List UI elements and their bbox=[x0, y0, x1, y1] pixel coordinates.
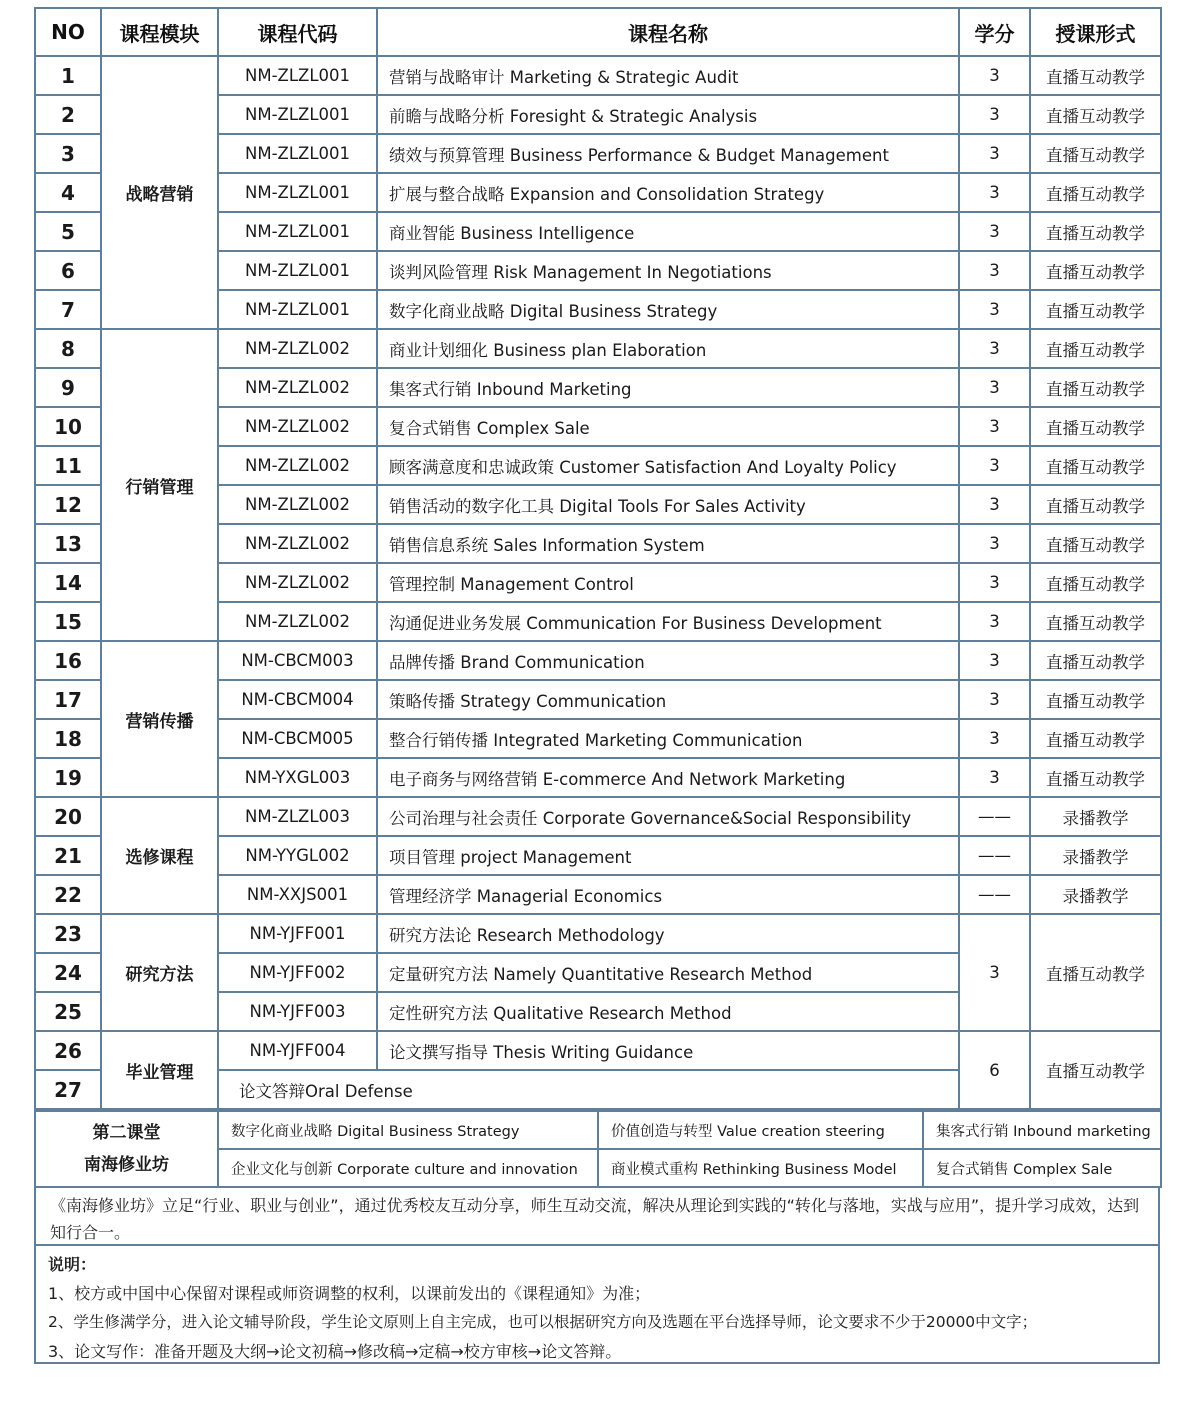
course-mode: 直播互动教学 bbox=[1030, 680, 1161, 719]
course-name: 扩展与整合战略 Expansion and Consolidation Strategy bbox=[377, 173, 959, 212]
table-header-row bbox=[35, 8, 1161, 56]
course-code: NM-YJFF003 bbox=[218, 992, 377, 1031]
second-title-line1: 第二课堂 bbox=[92, 1123, 161, 1143]
row-number: 12 bbox=[35, 485, 101, 524]
table-row bbox=[35, 641, 1161, 680]
module-cell: 营销传播 bbox=[101, 641, 218, 797]
notes-title: 说明： bbox=[48, 1255, 97, 1274]
row-number: 3 bbox=[35, 134, 101, 173]
course-name: 项目管理 project Management bbox=[377, 836, 959, 875]
course-name: 论文答辩Oral Defense bbox=[218, 1070, 959, 1109]
course-mode: 录播教学 bbox=[1030, 797, 1161, 836]
course-mode: 直播互动教学 bbox=[1030, 95, 1161, 134]
second-item: 数字化商业战略 Digital Business Strategy bbox=[218, 1111, 598, 1149]
course-name: 定性研究方法 Qualitative Research Method bbox=[377, 992, 959, 1031]
course-name: 顾客满意度和忠诚政策 Customer Satisfaction And Loyalty Policy bbox=[377, 446, 959, 485]
row-number: 23 bbox=[35, 914, 101, 953]
row-number: 13 bbox=[35, 524, 101, 563]
course-name: 商业智能 Business Intelligence bbox=[377, 212, 959, 251]
row-number: 19 bbox=[35, 758, 101, 797]
course-credit: 3 bbox=[959, 95, 1030, 134]
course-credit: 3 bbox=[959, 719, 1030, 758]
course-code: NM-CBCM005 bbox=[218, 719, 377, 758]
course-code: NM-YJFF002 bbox=[218, 953, 377, 992]
row-number: 8 bbox=[35, 329, 101, 368]
course-name: 集客式行销 Inbound Marketing bbox=[377, 368, 959, 407]
course-name: 管理经济学 Managerial Economics bbox=[377, 875, 959, 914]
header-module: 课程模块 bbox=[101, 8, 218, 56]
course-name: 定量研究方法 Namely Quantitative Research Method bbox=[377, 953, 959, 992]
second-row bbox=[35, 1111, 1161, 1149]
row-number: 24 bbox=[35, 953, 101, 992]
course-credit: 3 bbox=[959, 563, 1030, 602]
row-number: 21 bbox=[35, 836, 101, 875]
intro-paragraph: 《南海修业坊》立足“行业、职业与创业”，通过优秀校友互动分享，师生互动交流，解决从理论到实践的“转化与落地，实战与应用”，提升学习成效，达到知行合一。 bbox=[34, 1188, 1160, 1246]
second-classroom-title bbox=[35, 1111, 218, 1187]
course-credit: 3 bbox=[959, 524, 1030, 563]
course-mode: 直播互动教学 bbox=[1030, 368, 1161, 407]
module-cell: 战略营销 bbox=[101, 56, 218, 329]
grad-mode: 直播互动教学 bbox=[1030, 1031, 1161, 1109]
header-mode: 授课形式 bbox=[1030, 8, 1161, 56]
row-number: 7 bbox=[35, 290, 101, 329]
course-name: 前瞻与战略分析 Foresight & Strategic Analysis bbox=[377, 95, 959, 134]
note-item: 1、校方或中国中心保留对课程或师资调整的权利，以课前发出的《课程通知》为准； bbox=[48, 1284, 651, 1303]
course-code: NM-ZLZL002 bbox=[218, 524, 377, 563]
course-credit: 3 bbox=[959, 290, 1030, 329]
course-credit: 3 bbox=[959, 251, 1030, 290]
course-credit: 3 bbox=[959, 173, 1030, 212]
table-row bbox=[35, 1031, 1161, 1070]
second-item: 商业模式重构 Rethinking Business Model bbox=[598, 1149, 923, 1187]
course-mode: 直播互动教学 bbox=[1030, 641, 1161, 680]
course-table bbox=[34, 7, 1162, 1110]
course-code: NM-YJFF004 bbox=[218, 1031, 377, 1070]
course-code: NM-ZLZL001 bbox=[218, 56, 377, 95]
course-code: NM-ZLZL002 bbox=[218, 485, 377, 524]
row-number: 20 bbox=[35, 797, 101, 836]
course-mode: 直播互动教学 bbox=[1030, 485, 1161, 524]
row-number: 18 bbox=[35, 719, 101, 758]
course-code: NM-ZLZL002 bbox=[218, 563, 377, 602]
course-credit: 3 bbox=[959, 56, 1030, 95]
course-code: NM-ZLZL001 bbox=[218, 173, 377, 212]
course-code: NM-ZLZL003 bbox=[218, 797, 377, 836]
course-code: NM-ZLZL001 bbox=[218, 134, 377, 173]
row-number: 10 bbox=[35, 407, 101, 446]
course-code: NM-CBCM003 bbox=[218, 641, 377, 680]
course-name: 管理控制 Management Control bbox=[377, 563, 959, 602]
second-item: 集客式行销 Inbound marketing bbox=[923, 1111, 1161, 1149]
header-no: NO bbox=[35, 8, 101, 56]
course-name: 研究方法论 Research Methodology bbox=[377, 914, 959, 953]
row-number: 6 bbox=[35, 251, 101, 290]
row-number: 9 bbox=[35, 368, 101, 407]
course-mode: 直播互动教学 bbox=[1030, 524, 1161, 563]
course-code: NM-YJFF001 bbox=[218, 914, 377, 953]
second-title-line2: 南海修业坊 bbox=[84, 1155, 169, 1175]
header-name: 课程名称 bbox=[377, 8, 959, 56]
course-code: NM-ZLZL002 bbox=[218, 368, 377, 407]
course-mode: 直播互动教学 bbox=[1030, 563, 1161, 602]
course-credit: 3 bbox=[959, 407, 1030, 446]
row-number: 5 bbox=[35, 212, 101, 251]
table-row bbox=[35, 797, 1161, 836]
second-item: 复合式销售 Complex Sale bbox=[923, 1149, 1161, 1187]
course-name: 论文撰写指导 Thesis Writing Guidance bbox=[377, 1031, 959, 1070]
course-credit: 3 bbox=[959, 446, 1030, 485]
course-credit: 3 bbox=[959, 329, 1030, 368]
notes-section bbox=[34, 1246, 1160, 1364]
course-credit: —— bbox=[959, 875, 1030, 914]
course-mode: 直播互动教学 bbox=[1030, 719, 1161, 758]
table-row bbox=[35, 56, 1161, 95]
note-item: 3、论文写作：准备开题及大纲→论文初稿→修改稿→定稿→校方审核→论文答辩。 bbox=[48, 1342, 622, 1361]
course-code: NM-ZLZL002 bbox=[218, 329, 377, 368]
course-mode: 直播互动教学 bbox=[1030, 758, 1161, 797]
course-mode: 直播互动教学 bbox=[1030, 290, 1161, 329]
row-number: 26 bbox=[35, 1031, 101, 1070]
course-mode: 直播互动教学 bbox=[1030, 251, 1161, 290]
course-credit: 3 bbox=[959, 602, 1030, 641]
row-number: 22 bbox=[35, 875, 101, 914]
row-number: 4 bbox=[35, 173, 101, 212]
course-credit: 3 bbox=[959, 368, 1030, 407]
course-mode: 直播互动教学 bbox=[1030, 407, 1161, 446]
course-credit: 3 bbox=[959, 641, 1030, 680]
course-code: NM-ZLZL002 bbox=[218, 446, 377, 485]
course-name: 绩效与预算管理 Business Performance & Budget Management bbox=[377, 134, 959, 173]
module-cell: 毕业管理 bbox=[101, 1031, 218, 1109]
course-name: 品牌传播 Brand Communication bbox=[377, 641, 959, 680]
header-code: 课程代码 bbox=[218, 8, 377, 56]
course-name: 策略传播 Strategy Communication bbox=[377, 680, 959, 719]
course-credit: 3 bbox=[959, 680, 1030, 719]
research-mode: 直播互动教学 bbox=[1030, 914, 1161, 1031]
course-code: NM-ZLZL001 bbox=[218, 212, 377, 251]
note-item: 2、学生修满学分，进入论文辅导阶段，学生论文原则上自主完成，也可以根据研究方向及选题在平台选择导师，论文要求不少于20000中文字； bbox=[48, 1313, 1038, 1331]
row-number: 17 bbox=[35, 680, 101, 719]
course-code: NM-YYGL002 bbox=[218, 836, 377, 875]
second-item: 企业文化与创新 Corporate culture and innovation bbox=[218, 1149, 598, 1187]
course-name: 数字化商业战略 Digital Business Strategy bbox=[377, 290, 959, 329]
course-mode: 录播教学 bbox=[1030, 836, 1161, 875]
course-name: 电子商务与网络营销 E-commerce And Network Marketing bbox=[377, 758, 959, 797]
header-credit: 学分 bbox=[959, 8, 1030, 56]
course-name: 商业计划细化 Business plan Elaboration bbox=[377, 329, 959, 368]
course-mode: 直播互动教学 bbox=[1030, 602, 1161, 641]
row-number: 2 bbox=[35, 95, 101, 134]
course-credit: 3 bbox=[959, 758, 1030, 797]
course-mode: 直播互动教学 bbox=[1030, 446, 1161, 485]
course-mode: 录播教学 bbox=[1030, 875, 1161, 914]
course-code: NM-CBCM004 bbox=[218, 680, 377, 719]
second-classroom-table bbox=[34, 1110, 1162, 1188]
research-credit: 3 bbox=[959, 914, 1030, 1031]
course-name: 沟通促进业务发展 Communication For Business Development bbox=[377, 602, 959, 641]
row-number: 11 bbox=[35, 446, 101, 485]
row-number: 25 bbox=[35, 992, 101, 1031]
course-name: 复合式销售 Complex Sale bbox=[377, 407, 959, 446]
course-code: NM-YXGL003 bbox=[218, 758, 377, 797]
row-number: 15 bbox=[35, 602, 101, 641]
module-cell: 选修课程 bbox=[101, 797, 218, 914]
course-code: NM-ZLZL002 bbox=[218, 602, 377, 641]
course-mode: 直播互动教学 bbox=[1030, 329, 1161, 368]
course-name: 销售活动的数字化工具 Digital Tools For Sales Activity bbox=[377, 485, 959, 524]
curriculum-document bbox=[34, 7, 1160, 1364]
course-name: 营销与战略审计 Marketing & Strategic Audit bbox=[377, 56, 959, 95]
table-row bbox=[35, 914, 1161, 953]
row-number: 16 bbox=[35, 641, 101, 680]
course-code: NM-ZLZL001 bbox=[218, 290, 377, 329]
module-cell: 研究方法 bbox=[101, 914, 218, 1031]
row-number: 1 bbox=[35, 56, 101, 95]
grad-credit: 6 bbox=[959, 1031, 1030, 1109]
course-mode: 直播互动教学 bbox=[1030, 56, 1161, 95]
course-mode: 直播互动教学 bbox=[1030, 173, 1161, 212]
course-name: 整合行销传播 Integrated Marketing Communication bbox=[377, 719, 959, 758]
row-number: 27 bbox=[35, 1070, 101, 1109]
module-cell: 行销管理 bbox=[101, 329, 218, 641]
course-code: NM-ZLZL001 bbox=[218, 95, 377, 134]
course-code: NM-ZLZL001 bbox=[218, 251, 377, 290]
course-name: 公司治理与社会责任 Corporate Governance&Social Responsibility bbox=[377, 797, 959, 836]
course-code: NM-XXJS001 bbox=[218, 875, 377, 914]
course-credit: 3 bbox=[959, 134, 1030, 173]
course-name: 销售信息系统 Sales Information System bbox=[377, 524, 959, 563]
table-row bbox=[35, 329, 1161, 368]
second-item: 价值创造与转型 Value creation steering bbox=[598, 1111, 923, 1149]
course-mode: 直播互动教学 bbox=[1030, 212, 1161, 251]
course-credit: 3 bbox=[959, 212, 1030, 251]
row-number: 14 bbox=[35, 563, 101, 602]
course-code: NM-ZLZL002 bbox=[218, 407, 377, 446]
course-credit: —— bbox=[959, 797, 1030, 836]
course-credit: —— bbox=[959, 836, 1030, 875]
course-mode: 直播互动教学 bbox=[1030, 134, 1161, 173]
course-credit: 3 bbox=[959, 485, 1030, 524]
course-name: 谈判风险管理 Risk Management In Negotiations bbox=[377, 251, 959, 290]
